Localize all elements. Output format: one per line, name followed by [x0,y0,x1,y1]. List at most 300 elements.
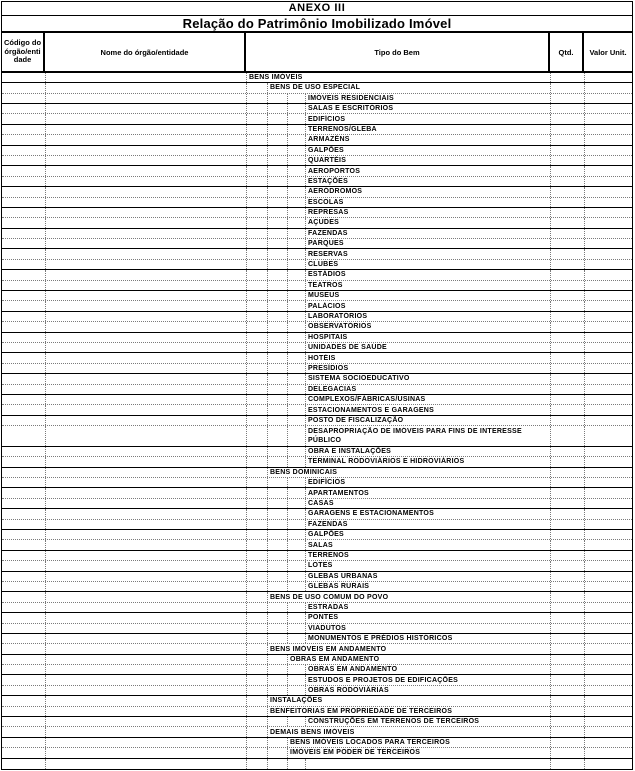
cell-valor[interactable] [584,655,632,664]
cell-codigo[interactable] [2,291,45,300]
cell-valor[interactable] [584,634,632,643]
cell-codigo[interactable] [2,759,45,769]
cell-nome[interactable] [45,696,246,705]
cell-nome[interactable] [45,208,246,217]
cell-codigo[interactable] [2,166,45,175]
cell-nome[interactable] [45,707,246,716]
cell-codigo[interactable] [2,727,45,736]
cell-nome[interactable] [45,239,246,248]
cell-nome[interactable] [45,416,246,425]
cell-qtd[interactable] [550,717,584,726]
cell-codigo[interactable] [2,551,45,560]
cell-qtd[interactable] [550,218,584,227]
cell-valor[interactable] [584,530,632,539]
indent-spacer [247,333,268,342]
cell-nome[interactable] [45,499,246,508]
cell-nome[interactable] [45,748,246,757]
cell-qtd[interactable] [550,83,584,92]
cell-valor[interactable] [584,727,632,736]
cell-qtd[interactable] [550,198,584,207]
cell-codigo[interactable] [2,696,45,705]
cell-qtd[interactable] [550,603,584,612]
cell-qtd[interactable] [550,499,584,508]
cell-nome[interactable] [45,613,246,622]
cell-valor[interactable] [584,239,632,248]
cell-qtd[interactable] [550,208,584,217]
cell-nome[interactable] [45,738,246,747]
indent-spacer [288,333,306,342]
cell-codigo[interactable] [2,675,45,684]
cell-nome[interactable] [45,114,246,123]
cell-valor[interactable] [584,395,632,404]
cell-qtd[interactable] [550,156,584,165]
cell-codigo[interactable] [2,249,45,258]
cell-nome[interactable] [45,374,246,383]
cell-nome[interactable] [45,198,246,207]
cell-nome[interactable] [45,249,246,258]
cell-qtd[interactable] [550,239,584,248]
cell-codigo[interactable] [2,156,45,165]
cell-nome[interactable] [45,260,246,269]
tipo-label: PALÁCIOS [308,302,346,310]
cell-nome[interactable] [45,426,246,446]
cell-codigo[interactable] [2,208,45,217]
cell-valor[interactable] [584,260,632,269]
cell-valor[interactable] [584,94,632,103]
cell-valor[interactable] [584,509,632,518]
cell-valor[interactable] [584,156,632,165]
indent-spacer [247,634,268,643]
cell-valor[interactable] [584,114,632,123]
cell-qtd[interactable] [550,727,584,736]
cell-qtd[interactable] [550,125,584,134]
cell-codigo[interactable] [2,270,45,279]
cell-valor[interactable] [584,478,632,487]
cell-qtd[interactable] [550,426,584,446]
tipo-label: ESTAÇÕES [308,177,348,185]
cell-codigo[interactable] [2,395,45,404]
cell-valor[interactable] [584,447,632,456]
cell-qtd[interactable] [550,530,584,539]
cell-valor[interactable] [584,291,632,300]
cell-valor[interactable] [584,312,632,321]
cell-nome[interactable] [45,572,246,581]
table-header [2,31,632,72]
cell-codigo[interactable] [2,301,45,310]
cell-qtd[interactable] [550,457,584,466]
indent-spacer [247,218,268,227]
cell-nome[interactable] [45,603,246,612]
cell-valor[interactable] [584,738,632,747]
cell-valor[interactable] [584,281,632,290]
cell-tipo [246,468,550,477]
cell-qtd[interactable] [550,572,584,581]
cell-valor[interactable] [584,416,632,425]
cell-valor[interactable] [584,540,632,549]
cell-qtd[interactable] [550,582,584,591]
cell-valor[interactable] [584,198,632,207]
cell-nome[interactable] [45,385,246,394]
cell-valor[interactable] [584,83,632,92]
cell-codigo[interactable] [2,748,45,757]
cell-qtd[interactable] [550,166,584,175]
cell-codigo[interactable] [2,592,45,601]
cell-codigo[interactable] [2,135,45,144]
cell-nome[interactable] [45,322,246,331]
cell-valor[interactable] [584,146,632,155]
cell-qtd[interactable] [550,675,584,684]
header-qtd: Qtd. [550,33,584,70]
tipo-label: TERMINAL RODOVIÁRIOS E HIDROVIÁRIOS [308,458,465,466]
cell-valor[interactable] [584,208,632,217]
cell-codigo[interactable] [2,686,45,695]
tipo-label: PRESÍDIOS [308,364,349,372]
cell-codigo[interactable] [2,177,45,186]
cell-valor[interactable] [584,166,632,175]
cell-nome[interactable] [45,291,246,300]
cell-qtd[interactable] [550,146,584,155]
cell-qtd[interactable] [550,592,584,601]
cell-nome[interactable] [45,270,246,279]
table-row [2,509,632,519]
cell-nome[interactable] [45,551,246,560]
cell-nome[interactable] [45,187,246,196]
cell-nome[interactable] [45,405,246,414]
cell-qtd[interactable] [550,707,584,716]
cell-qtd[interactable] [550,665,584,674]
cell-codigo[interactable] [2,114,45,123]
cell-codigo[interactable] [2,312,45,321]
cell-valor[interactable] [584,218,632,227]
cell-codigo[interactable] [2,343,45,352]
cell-valor[interactable] [584,457,632,466]
cell-nome[interactable] [45,717,246,726]
cell-qtd[interactable] [550,624,584,633]
cell-qtd[interactable] [550,468,584,477]
cell-qtd[interactable] [550,249,584,258]
cell-qtd[interactable] [550,686,584,695]
cell-qtd[interactable] [550,322,584,331]
cell-nome[interactable] [45,333,246,342]
cell-valor[interactable] [584,322,632,331]
cell-nome[interactable] [45,665,246,674]
cell-qtd[interactable] [550,655,584,664]
cell-nome[interactable] [45,135,246,144]
cell-valor[interactable] [584,592,632,601]
cell-qtd[interactable] [550,187,584,196]
cell-codigo[interactable] [2,239,45,248]
cell-codigo[interactable] [2,333,45,342]
cell-nome[interactable] [45,686,246,695]
cell-nome[interactable] [45,447,246,456]
cell-nome[interactable] [45,561,246,570]
cell-valor[interactable] [584,603,632,612]
cell-qtd[interactable] [550,447,584,456]
cell-codigo[interactable] [2,644,45,653]
cell-valor[interactable] [584,644,632,653]
indent-spacer [247,208,268,217]
cell-codigo[interactable] [2,509,45,518]
cell-nome[interactable] [45,156,246,165]
cell-valor[interactable] [584,73,632,82]
cell-valor[interactable] [584,177,632,186]
cell-codigo[interactable] [2,457,45,466]
cell-codigo[interactable] [2,229,45,238]
cell-codigo[interactable] [2,738,45,747]
cell-valor[interactable] [584,426,632,446]
cell-nome[interactable] [45,83,246,92]
cell-codigo[interactable] [2,582,45,591]
cell-valor[interactable] [584,520,632,529]
indent-spacer [268,530,288,539]
indent-spacer [247,104,268,113]
cell-codigo[interactable] [2,374,45,383]
cell-qtd[interactable] [550,291,584,300]
cell-codigo[interactable] [2,73,45,82]
cell-nome[interactable] [45,644,246,653]
cell-nome[interactable] [45,104,246,113]
cell-qtd[interactable] [550,385,584,394]
cell-nome[interactable] [45,229,246,238]
cell-qtd[interactable] [550,634,584,643]
cell-qtd[interactable] [550,343,584,352]
cell-valor[interactable] [584,364,632,373]
cell-qtd[interactable] [550,312,584,321]
cell-valor[interactable] [584,686,632,695]
cell-nome[interactable] [45,624,246,633]
cell-nome[interactable] [45,73,246,82]
cell-nome[interactable] [45,343,246,352]
cell-valor[interactable] [584,488,632,497]
cell-valor[interactable] [584,468,632,477]
cell-qtd[interactable] [550,509,584,518]
cell-tipo [246,572,550,581]
cell-codigo[interactable] [2,385,45,394]
cell-qtd[interactable] [550,644,584,653]
cell-valor[interactable] [584,613,632,622]
indent-spacer [247,312,268,321]
cell-qtd[interactable] [550,488,584,497]
cell-codigo[interactable] [2,613,45,622]
cell-valor[interactable] [584,582,632,591]
cell-qtd[interactable] [550,229,584,238]
table-row [2,94,632,104]
cell-nome[interactable] [45,301,246,310]
cell-valor[interactable] [584,385,632,394]
cell-qtd[interactable] [550,540,584,549]
cell-codigo[interactable] [2,405,45,414]
indent-spacer [247,416,268,425]
cell-qtd[interactable] [550,696,584,705]
cell-codigo[interactable] [2,447,45,456]
cell-codigo[interactable] [2,187,45,196]
cell-codigo[interactable] [2,260,45,269]
cell-codigo[interactable] [2,426,45,446]
cell-codigo[interactable] [2,322,45,331]
cell-qtd[interactable] [550,738,584,747]
cell-nome[interactable] [45,364,246,373]
cell-nome[interactable] [45,177,246,186]
cell-codigo[interactable] [2,94,45,103]
cell-codigo[interactable] [2,530,45,539]
cell-tipo[interactable] [246,759,550,769]
indent-spacer [268,634,288,643]
cell-codigo[interactable] [2,520,45,529]
cell-tipo [246,738,550,747]
cell-qtd[interactable] [550,260,584,269]
cell-tipo [246,603,550,612]
cell-nome[interactable] [45,478,246,487]
cell-codigo[interactable] [2,83,45,92]
cell-valor[interactable] [584,759,632,769]
cell-qtd[interactable] [550,759,584,769]
cell-valor[interactable] [584,405,632,414]
cell-codigo[interactable] [2,499,45,508]
cell-qtd[interactable] [550,561,584,570]
cell-valor[interactable] [584,343,632,352]
indent-spacer [247,125,268,134]
cell-nome[interactable] [45,592,246,601]
cell-qtd[interactable] [550,301,584,310]
cell-valor[interactable] [584,561,632,570]
cell-valor[interactable] [584,665,632,674]
cell-nome[interactable] [45,125,246,134]
cell-nome[interactable] [45,218,246,227]
table-row [2,374,632,384]
cell-valor[interactable] [584,229,632,238]
cell-qtd[interactable] [550,353,584,362]
tipo-label: DELEGACIAS [308,385,357,393]
cell-tipo [246,291,550,300]
cell-qtd[interactable] [550,94,584,103]
cell-codigo[interactable] [2,717,45,726]
cell-codigo[interactable] [2,540,45,549]
cell-nome[interactable] [45,166,246,175]
cell-qtd[interactable] [550,416,584,425]
cell-valor[interactable] [584,353,632,362]
cell-valor[interactable] [584,696,632,705]
cell-nome[interactable] [45,509,246,518]
cell-qtd[interactable] [550,114,584,123]
cell-nome[interactable] [45,146,246,155]
cell-valor[interactable] [584,717,632,726]
cell-nome[interactable] [45,582,246,591]
cell-nome[interactable] [45,488,246,497]
cell-valor[interactable] [584,301,632,310]
cell-codigo[interactable] [2,707,45,716]
cell-codigo[interactable] [2,478,45,487]
cell-valor[interactable] [584,572,632,581]
cell-codigo[interactable] [2,364,45,373]
cell-nome[interactable] [45,395,246,404]
cell-qtd[interactable] [550,177,584,186]
cell-qtd[interactable] [550,73,584,82]
table-row [2,675,632,685]
cell-valor[interactable] [584,499,632,508]
cell-nome[interactable] [45,353,246,362]
cell-codigo[interactable] [2,353,45,362]
cell-valor[interactable] [584,707,632,716]
cell-codigo[interactable] [2,146,45,155]
tipo-label: APARTAMENTOS [308,489,369,497]
indent-spacer [288,540,306,549]
indent-spacer [268,135,288,144]
cell-nome[interactable] [45,675,246,684]
cell-nome[interactable] [45,540,246,549]
cell-nome[interactable] [45,457,246,466]
cell-qtd[interactable] [550,135,584,144]
cell-codigo[interactable] [2,624,45,633]
cell-nome[interactable] [45,468,246,477]
cell-codigo[interactable] [2,198,45,207]
cell-qtd[interactable] [550,281,584,290]
cell-qtd[interactable] [550,551,584,560]
cell-tipo [246,156,550,165]
cell-nome[interactable] [45,634,246,643]
cell-codigo[interactable] [2,655,45,664]
cell-qtd[interactable] [550,395,584,404]
cell-codigo[interactable] [2,634,45,643]
cell-codigo[interactable] [2,603,45,612]
cell-valor[interactable] [584,748,632,757]
cell-nome[interactable] [45,281,246,290]
cell-valor[interactable] [584,249,632,258]
cell-codigo[interactable] [2,488,45,497]
cell-codigo[interactable] [2,561,45,570]
cell-valor[interactable] [584,125,632,134]
cell-valor[interactable] [584,551,632,560]
cell-codigo[interactable] [2,468,45,477]
cell-nome[interactable] [45,520,246,529]
cell-nome[interactable] [45,759,246,769]
indent-spacer [288,270,306,279]
cell-nome[interactable] [45,94,246,103]
cell-valor[interactable] [584,675,632,684]
cell-valor[interactable] [584,333,632,342]
cell-valor[interactable] [584,270,632,279]
cell-nome[interactable] [45,727,246,736]
cell-qtd[interactable] [550,613,584,622]
cell-qtd[interactable] [550,333,584,342]
cell-qtd[interactable] [550,520,584,529]
cell-codigo[interactable] [2,572,45,581]
cell-valor[interactable] [584,135,632,144]
cell-valor[interactable] [584,187,632,196]
cell-qtd[interactable] [550,104,584,113]
cell-valor[interactable] [584,374,632,383]
cell-codigo[interactable] [2,665,45,674]
indent-spacer [288,208,306,217]
cell-nome[interactable] [45,655,246,664]
cell-qtd[interactable] [550,405,584,414]
cell-qtd[interactable] [550,374,584,383]
cell-valor[interactable] [584,624,632,633]
cell-codigo[interactable] [2,125,45,134]
cell-codigo[interactable] [2,218,45,227]
cell-qtd[interactable] [550,748,584,757]
tipo-label: IMÓVEIS RESIDENCIAIS [308,94,394,102]
cell-nome[interactable] [45,312,246,321]
cell-qtd[interactable] [550,270,584,279]
cell-codigo[interactable] [2,281,45,290]
header-valor-unit: Valor Unit. [589,47,627,57]
cell-codigo[interactable] [2,104,45,113]
cell-nome[interactable] [45,530,246,539]
cell-qtd[interactable] [550,478,584,487]
cell-valor[interactable] [584,104,632,113]
cell-codigo[interactable] [2,416,45,425]
cell-qtd[interactable] [550,364,584,373]
